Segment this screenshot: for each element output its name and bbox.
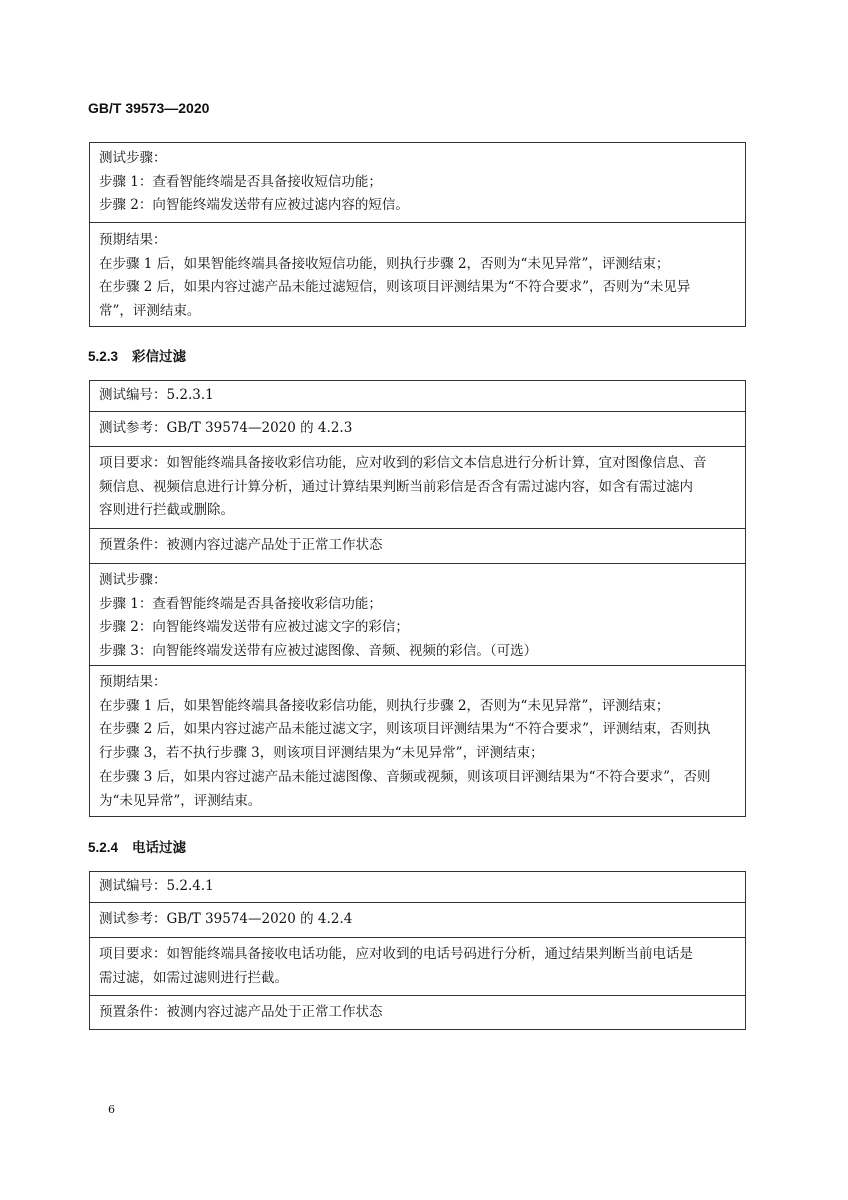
test-id-row: [90, 381, 745, 412]
requirements-line: 需过滤，如需过滤则进行拦截。: [99, 969, 288, 986]
page-number: 6: [108, 1103, 115, 1116]
expected-results-line: 在步骤 2 后，如果内容过滤产品未能过滤短信，则该项目评测结果为“不符合要求”，否则为“未见异: [99, 279, 691, 296]
requirements-line: 项目要求：如智能终端具备接收电话功能，应对收到的电话号码进行分析，通过结果判断当前电话是: [99, 946, 693, 962]
test-id: 测试编号：5.2.4.1: [99, 878, 214, 894]
expected-results-line: 在步骤 2 后，如果内容过滤产品未能过滤文字，则该项目评测结果为“不符合要求”，评测结束，否则执: [99, 721, 711, 738]
test-steps-line: 测试步骤：: [99, 572, 167, 588]
standard-code-header: GB/T 39573—2020: [88, 100, 210, 116]
preconditions: 预置条件：被测内容过滤产品处于正常工作状态: [99, 537, 383, 553]
requirements-line: 项目要求：如智能终端具备接收彩信功能，应对收到的彩信文本信息进行分析计算，宜对图像信息、音: [99, 455, 707, 471]
test-steps-row: [90, 564, 745, 666]
expected-results-line: 在步骤 1 后，如果智能终端具备接收短信功能，则执行步骤 2，否则为“未见异常”，评测结束；: [99, 255, 670, 272]
preconditions: 预置条件：被测内容过滤产品处于正常工作状态: [99, 1004, 383, 1020]
expected-results-row: [90, 223, 745, 326]
test-reference: 测试参考：GB/T 39574—2020 的 4.2.4: [99, 911, 353, 927]
test-steps-line: 测试步骤：: [99, 150, 167, 166]
expected-results-line: 在步骤 1 后，如果智能终端具备接收彩信功能，则执行步骤 2，否则为“未见异常”，评测结束；: [99, 697, 670, 714]
test-steps-line: 步骤 1：查看智能终端是否具备接收短信功能；: [99, 173, 382, 190]
test-steps-row: [90, 143, 745, 223]
test-steps-line: 步骤 3：向智能终端发送带有应被过滤图像、音频、视频的彩信。（可选）: [99, 643, 538, 660]
section-title: 电话过滤: [132, 840, 187, 855]
preconditions-row: [90, 529, 745, 564]
test-steps-line: 步骤 1：查看智能终端是否具备接收彩信功能；: [99, 595, 382, 612]
requirements-row: [90, 447, 745, 529]
test-steps-line: 步骤 2：向智能终端发送带有应被过滤文字的彩信；: [99, 619, 409, 636]
test-id: 测试编号：5.2.3.1: [99, 387, 214, 403]
preconditions-row: [90, 996, 745, 1029]
section-number: 5.2.4: [88, 840, 119, 855]
test-reference: 测试参考：GB/T 39574—2020 的 4.2.3: [99, 420, 353, 436]
expected-results-line: 为“未见异常”，评测结束。: [99, 792, 262, 809]
section-heading-5-2-3: [88, 345, 186, 365]
section-heading-5-2-4: [88, 836, 186, 856]
test-reference-row: [90, 412, 745, 447]
section-number: 5.2.3: [88, 349, 119, 364]
requirements-row: [90, 938, 745, 996]
test-id-row: [90, 872, 745, 903]
requirements-line: 容则进行拦截或删除。: [99, 502, 234, 519]
expected-results-line: 预期结果：: [99, 674, 167, 690]
expected-results-line: 在步骤 3 后，如果内容过滤产品未能过滤图像、音频或视频，则该项目评测结果为“不符合要求”，否则: [99, 768, 711, 785]
mms-filter-test-table: [89, 380, 746, 817]
requirements-line: 频信息、视频信息进行计算分析，通过计算结果判断当前彩信是否含有需过滤内容，如含有需过滤内: [99, 478, 693, 495]
call-filter-test-table: [89, 871, 746, 1030]
sms-filter-test-table: [89, 142, 746, 327]
expected-results-line: 行步骤 3，若不执行步骤 3，则该项目评测结果为“未见异常”，评测结束；: [99, 745, 544, 762]
test-reference-row: [90, 903, 745, 938]
expected-results-line: 常”，评测结束。: [99, 303, 201, 320]
section-title: 彩信过滤: [132, 349, 187, 364]
expected-results-row: [90, 666, 745, 816]
test-steps-line: 步骤 2：向智能终端发送带有应被过滤内容的短信。: [99, 197, 409, 214]
expected-results-line: 预期结果：: [99, 232, 167, 248]
